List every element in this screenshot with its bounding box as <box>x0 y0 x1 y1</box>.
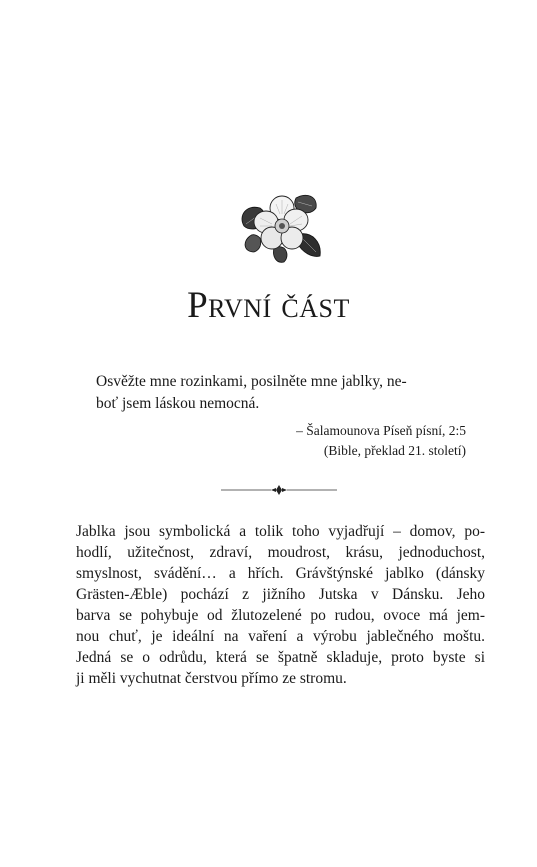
body-paragraph <box>76 521 485 689</box>
flower-illustration-icon <box>236 186 326 266</box>
attribution-translation: (Bible, překlad 21. století) <box>323 443 466 458</box>
epigraph-line: boť jsem láskou nemocná. <box>96 395 260 412</box>
body-line: Jedná se o odrůdu, která se špatně skladuje, proto byste si <box>76 649 485 666</box>
epigraph-quote <box>96 371 466 415</box>
epigraph-attribution <box>296 421 466 461</box>
chapter-title: První část <box>187 285 350 326</box>
body-line: nou chuť, je ideální na vaření a výrobu jablečného moštu. <box>76 628 485 645</box>
epigraph-line: Osvěžte mne rozinkami, posilněte mne jablky, ne- <box>96 373 407 390</box>
attribution-source: – Šalamounova Píseň písní, 2:5 <box>296 423 466 438</box>
body-line: smyslnost, svádění… a hřích. Grávštýnské jablko (dánsky <box>76 565 485 582</box>
body-line: Grästen-Æble) pochází z jižního Jutska v Dánsku. Jeho <box>76 586 485 603</box>
body-line: hodlí, užitečnost, zdraví, moudrost, krásu, jednoduchost, <box>76 544 485 561</box>
body-line: Jablka jsou symbolická a tolik toho vyjadřují – domov, po- <box>76 523 485 540</box>
ornamental-divider-icon <box>219 484 339 496</box>
body-line: barva se pohybuje od žlutozelené po rudou, ovoce má jem- <box>76 607 485 624</box>
body-line: ji měli vychutnat čerstvou přímo ze stromu. <box>76 670 347 687</box>
